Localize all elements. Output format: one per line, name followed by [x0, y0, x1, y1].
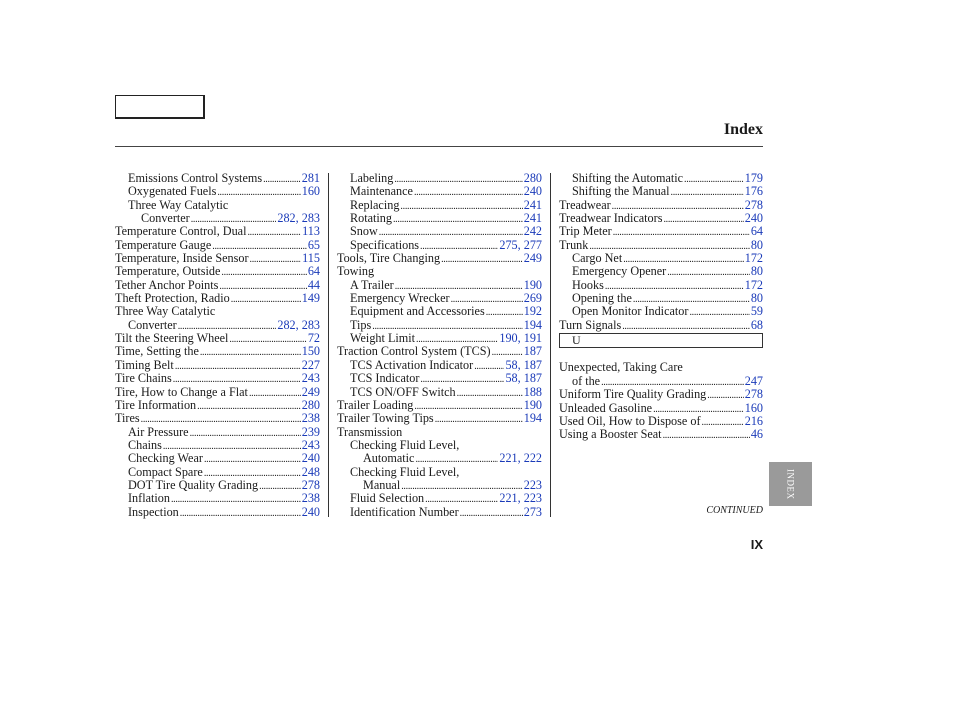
page-reference-link[interactable]: 280 [301, 397, 320, 412]
index-entry [337, 292, 542, 305]
page-reference-link[interactable]: 241 [523, 197, 542, 212]
index-column-3 [559, 172, 763, 442]
page-reference-link[interactable]: 275, 277 [499, 237, 542, 252]
dot-leader [250, 253, 302, 266]
page-reference-link[interactable]: 239 [301, 424, 320, 439]
index-entry [115, 225, 320, 238]
page-number: IX [750, 537, 763, 552]
index-entry-term: Three Way Catalytic [115, 304, 216, 319]
dot-leader [663, 429, 750, 442]
index-entry [115, 185, 320, 198]
index-entry [115, 239, 320, 252]
index-entry [337, 345, 542, 358]
index-entry-term: Temperature, Inside Sensor [115, 251, 249, 266]
index-entry-term: Chains [128, 437, 162, 452]
index-entry-term: Uniform Tire Quality Grading [559, 387, 707, 402]
index-entry-term: Specifications [350, 237, 420, 252]
page-reference-link[interactable]: 278 [301, 477, 320, 492]
index-entry-term: Replacing [350, 197, 400, 212]
index-entry [337, 265, 542, 278]
page-reference-link[interactable]: 190 [523, 397, 542, 412]
index-entry [559, 212, 763, 225]
page-reference-link[interactable]: 248 [301, 464, 320, 479]
index-entry-term: Open Monitor Indicator [572, 304, 689, 319]
index-entry-term: Treadwear [559, 197, 611, 212]
page-reference-link[interactable]: 249 [523, 251, 542, 266]
page-reference-link[interactable]: 223 [523, 477, 542, 492]
index-entry [559, 199, 763, 212]
page-reference-link[interactable]: 240 [523, 184, 542, 199]
column-divider [550, 173, 551, 517]
index-entry [559, 415, 763, 428]
index-entry [337, 225, 542, 238]
index-entry-term: Tilt the Steering Wheel [115, 331, 229, 346]
index-entry-term: Converter [141, 211, 190, 226]
dot-leader [394, 173, 522, 186]
index-entry [337, 439, 542, 452]
index-entry-term: Timing Belt [115, 357, 174, 372]
index-entry-term: Oxygenated Fuels [128, 184, 217, 199]
page-reference-link[interactable]: 227 [301, 357, 320, 372]
page-reference-link[interactable]: 160 [301, 184, 320, 199]
index-entry-term: Tires [115, 411, 140, 426]
page-reference-link[interactable]: 72 [307, 331, 320, 346]
dot-leader [190, 427, 301, 440]
index-entry-term: Shifting the Manual [572, 184, 670, 199]
page-reference-link[interactable]: 46 [750, 427, 763, 442]
index-entry-term: Opening the [572, 291, 632, 306]
page-reference-link[interactable]: 238 [301, 411, 320, 426]
index-entry-term: Trailer Towing Tips [337, 411, 434, 426]
dot-leader [671, 186, 744, 199]
index-side-tab[interactable] [769, 462, 812, 506]
dot-leader [180, 507, 301, 520]
index-entry [337, 399, 542, 412]
dot-leader [171, 493, 301, 506]
index-entry-term: Equipment and Accessories [350, 304, 485, 319]
index-entry [337, 359, 542, 372]
title-rule [115, 146, 763, 147]
index-entry-term: Temperature, Outside [115, 264, 221, 279]
index-column-1 [115, 172, 320, 519]
index-entry-term: Treadwear Indicators [559, 211, 663, 226]
page-reference-link[interactable]: 150 [301, 344, 320, 359]
dot-leader [622, 320, 750, 333]
page-reference-link[interactable]: 281 [301, 171, 320, 185]
page-reference-link[interactable]: 278 [744, 387, 763, 402]
index-entry-term: Time, Setting the [115, 344, 199, 359]
index-entry-term: Using a Booster Seat [559, 427, 662, 442]
page-reference-link[interactable]: 243 [301, 371, 320, 386]
page-reference-link[interactable]: 64 [750, 224, 763, 239]
dot-leader [221, 266, 306, 279]
page-reference-link[interactable]: 172 [744, 277, 763, 292]
index-entry [115, 386, 320, 399]
index-entry-term: Unexpected, Taking Care [559, 360, 683, 375]
index-entry [115, 319, 320, 332]
index-entry-term: Compact Spare [128, 464, 203, 479]
index-entry [115, 372, 320, 385]
dot-leader [200, 346, 301, 359]
index-entry [115, 506, 320, 519]
dot-leader [457, 387, 523, 400]
index-entry [337, 466, 542, 479]
page-reference-link[interactable]: 240 [744, 211, 763, 226]
index-entry [559, 225, 763, 238]
section-letter-heading: U [559, 333, 763, 348]
index-entry [115, 479, 320, 492]
index-entry [115, 399, 320, 412]
index-entry [115, 212, 320, 225]
index-entry [559, 252, 763, 265]
index-entry-term: Transmission [337, 424, 403, 439]
index-entry [115, 172, 320, 185]
page-reference-link[interactable]: 216 [744, 413, 763, 428]
page-reference-link[interactable]: 221, 223 [499, 491, 542, 506]
index-entry-term: Snow [350, 224, 378, 239]
index-entry-term: TCS Indicator [350, 371, 420, 386]
index-entry [337, 319, 542, 332]
index-entry [337, 252, 542, 265]
dot-leader [219, 280, 306, 293]
page-reference-link[interactable]: 68 [750, 317, 763, 332]
page-reference-link[interactable]: 190, 191 [499, 331, 542, 346]
page-reference-link[interactable]: 192 [523, 304, 542, 319]
index-entry-term: Maintenance [350, 184, 413, 199]
index-entry-term: Tools, Tire Changing [337, 251, 441, 266]
page-reference-link[interactable]: 44 [307, 277, 320, 292]
index-entry [337, 452, 542, 465]
index-entry-term: Shifting the Automatic [572, 171, 684, 185]
index-entry [115, 265, 320, 278]
dot-leader [435, 413, 523, 426]
page-reference-link[interactable]: 172 [744, 251, 763, 266]
index-entry-term: Temperature Control, Dual [115, 224, 247, 239]
page-reference-link[interactable]: 282, 283 [277, 211, 320, 226]
page-reference-link[interactable]: 187 [523, 344, 542, 359]
chapter-label-box [115, 95, 205, 119]
index-entry-term: A Trailer [350, 277, 394, 292]
index-entry-term: Temperature Gauge [115, 237, 212, 252]
index-entry-term: Fluid Selection [350, 491, 425, 506]
index-entry-term: Weight Limit [350, 331, 416, 346]
dot-leader [689, 306, 749, 319]
page-reference-link[interactable]: 240 [301, 504, 320, 519]
index-entry [115, 332, 320, 345]
spacer [559, 348, 763, 361]
index-entry-term: Inspection [128, 504, 179, 519]
index-entry-term: Unleaded Gasoline [559, 400, 653, 415]
index-entry [559, 361, 763, 374]
index-entry [337, 372, 542, 385]
index-entry-term: TCS ON/OFF Switch [350, 384, 456, 399]
index-entry [115, 466, 320, 479]
page-reference-link[interactable]: 241 [523, 211, 542, 226]
dot-leader [414, 186, 523, 199]
dot-leader [702, 416, 744, 429]
page-reference-link[interactable]: 221, 222 [499, 451, 542, 466]
dot-leader [441, 253, 523, 266]
index-entry [559, 185, 763, 198]
page-reference-link[interactable]: 282, 283 [277, 317, 320, 332]
index-entry [559, 402, 763, 415]
page-reference-link[interactable]: 80 [750, 291, 763, 306]
index-entry [337, 412, 542, 425]
page-reference-link[interactable]: 160 [744, 400, 763, 415]
index-entry [559, 319, 763, 332]
index-entry-term: TCS Activation Indicator [350, 357, 474, 372]
page-reference-link[interactable]: 64 [307, 264, 320, 279]
dot-leader [175, 360, 301, 373]
index-entry [559, 239, 763, 252]
index-entry [559, 388, 763, 401]
page-reference-link[interactable]: 179 [744, 171, 763, 185]
page-reference-link[interactable]: 113 [302, 224, 320, 239]
page-reference-link[interactable]: 188 [523, 384, 542, 399]
index-entry [559, 292, 763, 305]
index-entry-term: Tire Chains [115, 371, 172, 386]
index-entry-term: Labeling [350, 171, 394, 185]
page-reference-link[interactable]: 280 [523, 171, 542, 185]
index-entry [337, 479, 542, 492]
dot-leader [613, 226, 750, 239]
index-entry [115, 345, 320, 358]
index-entry-term: Manual [363, 477, 401, 492]
page-reference-link[interactable]: 194 [523, 317, 542, 332]
index-entry [115, 252, 320, 265]
page-reference-link[interactable]: 80 [750, 264, 763, 279]
index-entry [559, 172, 763, 185]
dot-leader [229, 333, 306, 346]
column-divider [328, 173, 329, 517]
index-entry-term: Three Way Catalytic [128, 197, 229, 212]
page-reference-link[interactable]: 58, 187 [505, 371, 542, 386]
page-reference-link[interactable]: 115 [302, 251, 320, 266]
page-reference-link[interactable]: 247 [744, 373, 763, 388]
dot-leader [249, 387, 301, 400]
index-entry-term: Emissions Control Systems [128, 171, 263, 185]
index-entry-term: Rotating [350, 211, 392, 226]
index-entry [115, 412, 320, 425]
index-entry-term: Converter [128, 317, 177, 332]
page-reference-link[interactable]: 59 [750, 304, 763, 319]
dot-leader [667, 266, 750, 279]
index-entry [337, 172, 542, 185]
index-entry [337, 492, 542, 505]
page-reference-link[interactable]: 80 [750, 237, 763, 252]
index-entry [337, 386, 542, 399]
index-entry-term: Used Oil, How to Dispose of [559, 413, 701, 428]
index-entry-term: Emergency Opener [572, 264, 667, 279]
index-entry [559, 375, 763, 388]
index-entry [337, 332, 542, 345]
index-entry-term: Tire, How to Change a Flat [115, 384, 248, 399]
index-entry-term: Tether Anchor Points [115, 277, 219, 292]
index-entry-term: Air Pressure [128, 424, 189, 439]
index-column-2 [337, 172, 542, 519]
page-reference-link[interactable]: 273 [523, 504, 542, 519]
index-entry [115, 279, 320, 292]
page-reference-link[interactable]: 240 [301, 451, 320, 466]
index-entry-term: Inflation [128, 491, 170, 506]
index-entry-term: Hooks [572, 277, 604, 292]
index-entry-term: Identification Number [350, 504, 459, 519]
page-reference-link[interactable]: 278 [744, 197, 763, 212]
index-entry [115, 305, 320, 318]
index-entry-term: Tips [350, 317, 372, 332]
dot-leader [663, 213, 743, 226]
dot-leader [684, 173, 744, 186]
index-entry-term: Automatic [363, 451, 415, 466]
dot-leader [707, 389, 743, 402]
dot-leader [486, 306, 523, 319]
index-entry [337, 239, 542, 252]
page-reference-link[interactable]: 238 [301, 491, 320, 506]
index-entry [337, 305, 542, 318]
index-entry [115, 426, 320, 439]
dot-leader [474, 360, 504, 373]
index-entry-term: of the [572, 373, 601, 388]
index-entry-term: Checking Fluid Level, [350, 437, 460, 452]
index-entry-term: Trip Meter [559, 224, 612, 239]
dot-leader [393, 213, 523, 226]
page-reference-link[interactable]: 58, 187 [505, 357, 542, 372]
index-entry [337, 185, 542, 198]
index-entry [337, 426, 542, 439]
index-entry [559, 265, 763, 278]
dot-leader [259, 480, 301, 493]
page-reference-link[interactable]: 194 [523, 411, 542, 426]
dot-leader [247, 226, 301, 239]
index-entry [115, 439, 320, 452]
dot-leader [204, 453, 301, 466]
index-entry [337, 506, 542, 519]
dot-leader [263, 173, 301, 186]
index-entry [115, 292, 320, 305]
index-entry-term: Checking Fluid Level, [350, 464, 460, 479]
page-reference-link[interactable]: 242 [523, 224, 542, 239]
page-reference-link[interactable]: 65 [307, 237, 320, 252]
page-reference-link[interactable]: 176 [744, 184, 763, 199]
index-entry [559, 428, 763, 441]
index-entry-term: Trunk [559, 237, 589, 252]
dot-leader [460, 507, 523, 520]
index-entry-term: DOT Tire Quality Grading [128, 477, 259, 492]
page-title: Index [723, 121, 763, 138]
index-entry-term: Towing [337, 264, 375, 279]
index-entry [337, 199, 542, 212]
dot-leader [217, 186, 300, 199]
index-entry [115, 199, 320, 212]
page-reference-link[interactable]: 249 [301, 384, 320, 399]
page-reference-link[interactable]: 149 [301, 291, 320, 306]
page-reference-link[interactable]: 190 [523, 277, 542, 292]
dot-leader [400, 200, 522, 213]
dot-leader [197, 400, 301, 413]
index-entry [115, 359, 320, 372]
index-entry-term: Tire Information [115, 397, 197, 412]
index-entry [115, 452, 320, 465]
index-entry-term: Checking Wear [128, 451, 203, 466]
index-entry-term: Turn Signals [559, 317, 622, 332]
index-entry-term: Traction Control System (TCS) [337, 344, 491, 359]
page-reference-link[interactable]: 269 [523, 291, 542, 306]
index-entry [337, 279, 542, 292]
index-entry [559, 279, 763, 292]
index-entry [115, 492, 320, 505]
dot-leader [231, 293, 301, 306]
page-reference-link[interactable]: 243 [301, 437, 320, 452]
index-entry-term: Cargo Net [572, 251, 623, 266]
index-entry-term: Emergency Wrecker [350, 291, 450, 306]
index-entry [559, 305, 763, 318]
continued-note: CONTINUED [706, 505, 763, 516]
index-entry-term: Theft Protection, Radio [115, 291, 230, 306]
index-entry [337, 212, 542, 225]
index-entry-term: Trailer Loading [337, 397, 414, 412]
side-tab-label: INDEX [785, 468, 796, 500]
